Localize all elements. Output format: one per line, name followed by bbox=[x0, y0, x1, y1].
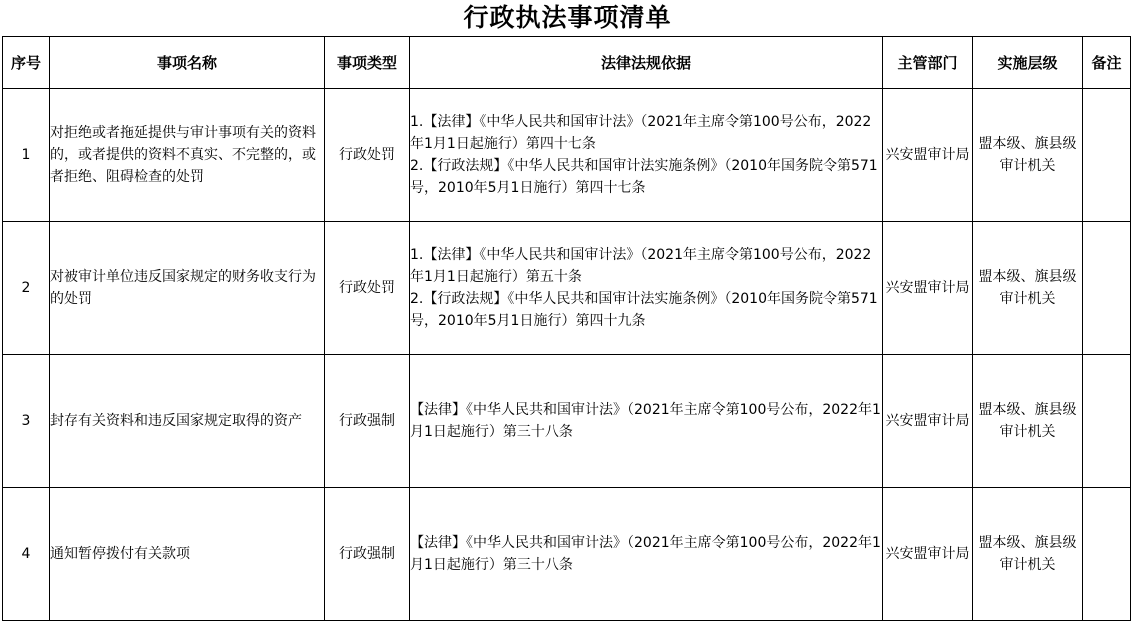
item-type: 行政处罚 bbox=[325, 89, 410, 222]
department: 兴安盟审计局 bbox=[883, 89, 973, 222]
basis-line: 1.【法律】《中华人民共和国审计法》（2021年主席令第100号公布，2022年1月1日起施行）第四十七条 bbox=[410, 114, 872, 152]
row-number: 4 bbox=[3, 488, 50, 621]
basis-line: 【法律】《中华人民共和国审计法》（2021年主席令第100号公布，2022年1月1日起施行）第三十八条 bbox=[410, 402, 881, 440]
legal-basis bbox=[410, 355, 883, 488]
page-title: 行政执法事项清单 bbox=[463, 3, 672, 32]
implementation-level: 盟本级、旗县级审计机关 bbox=[973, 222, 1083, 355]
row-number: 3 bbox=[3, 355, 50, 488]
item-name: 封存有关资料和违反国家规定取得的资产 bbox=[50, 355, 325, 488]
item-type: 行政处罚 bbox=[325, 222, 410, 355]
item-type: 行政强制 bbox=[325, 488, 410, 621]
header-department: 主管部门 bbox=[883, 37, 973, 89]
note bbox=[1083, 222, 1131, 355]
department: 兴安盟审计局 bbox=[883, 488, 973, 621]
implementation-level: 盟本级、旗县级审计机关 bbox=[973, 89, 1083, 222]
legal-basis bbox=[410, 89, 883, 222]
basis-line: 1.【法律】《中华人民共和国审计法》（2021年主席令第100号公布，2022年1月1日起施行）第五十条 bbox=[410, 247, 872, 285]
legal-basis bbox=[410, 488, 883, 621]
department: 兴安盟审计局 bbox=[883, 355, 973, 488]
header-seq: 序号 bbox=[3, 37, 50, 89]
item-name: 对拒绝或者拖延提供与审计事项有关的资料的，或者提供的资料不真实、不完整的，或者拒绝、阻碍检查的处罚 bbox=[50, 89, 325, 222]
table-row bbox=[3, 89, 1131, 222]
note bbox=[1083, 89, 1131, 222]
basis-line: 2.【行政法规】《中华人民共和国审计法实施条例》（2010年国务院令第571号，2010年5月1日施行）第四十九条 bbox=[410, 291, 878, 329]
table-header-row bbox=[3, 37, 1131, 89]
basis-line: 2.【行政法规】《中华人民共和国审计法实施条例》（2010年国务院令第571号，2010年5月1日施行）第四十七条 bbox=[410, 158, 878, 196]
header-legal-basis: 法律法规依据 bbox=[410, 37, 883, 89]
item-type: 行政强制 bbox=[325, 355, 410, 488]
implementation-level: 盟本级、旗县级审计机关 bbox=[973, 488, 1083, 621]
basis-line: 【法律】《中华人民共和国审计法》（2021年主席令第100号公布，2022年1月1日起施行）第三十八条 bbox=[410, 535, 881, 573]
table-row bbox=[3, 222, 1131, 355]
item-name: 通知暂停拨付有关款项 bbox=[50, 488, 325, 621]
legal-basis bbox=[410, 222, 883, 355]
item-name: 对被审计单位违反国家规定的财务收支行为的处罚 bbox=[50, 222, 325, 355]
enforcement-table bbox=[2, 36, 1131, 621]
table-row bbox=[3, 488, 1131, 621]
row-number: 1 bbox=[3, 89, 50, 222]
header-item-type: 事项类型 bbox=[325, 37, 410, 89]
table-row bbox=[3, 355, 1131, 488]
header-level: 实施层级 bbox=[973, 37, 1083, 89]
row-number: 2 bbox=[3, 222, 50, 355]
department: 兴安盟审计局 bbox=[883, 222, 973, 355]
note bbox=[1083, 355, 1131, 488]
header-item-name: 事项名称 bbox=[50, 37, 325, 89]
header-note: 备注 bbox=[1083, 37, 1131, 89]
implementation-level: 盟本级、旗县级审计机关 bbox=[973, 355, 1083, 488]
note bbox=[1083, 488, 1131, 621]
